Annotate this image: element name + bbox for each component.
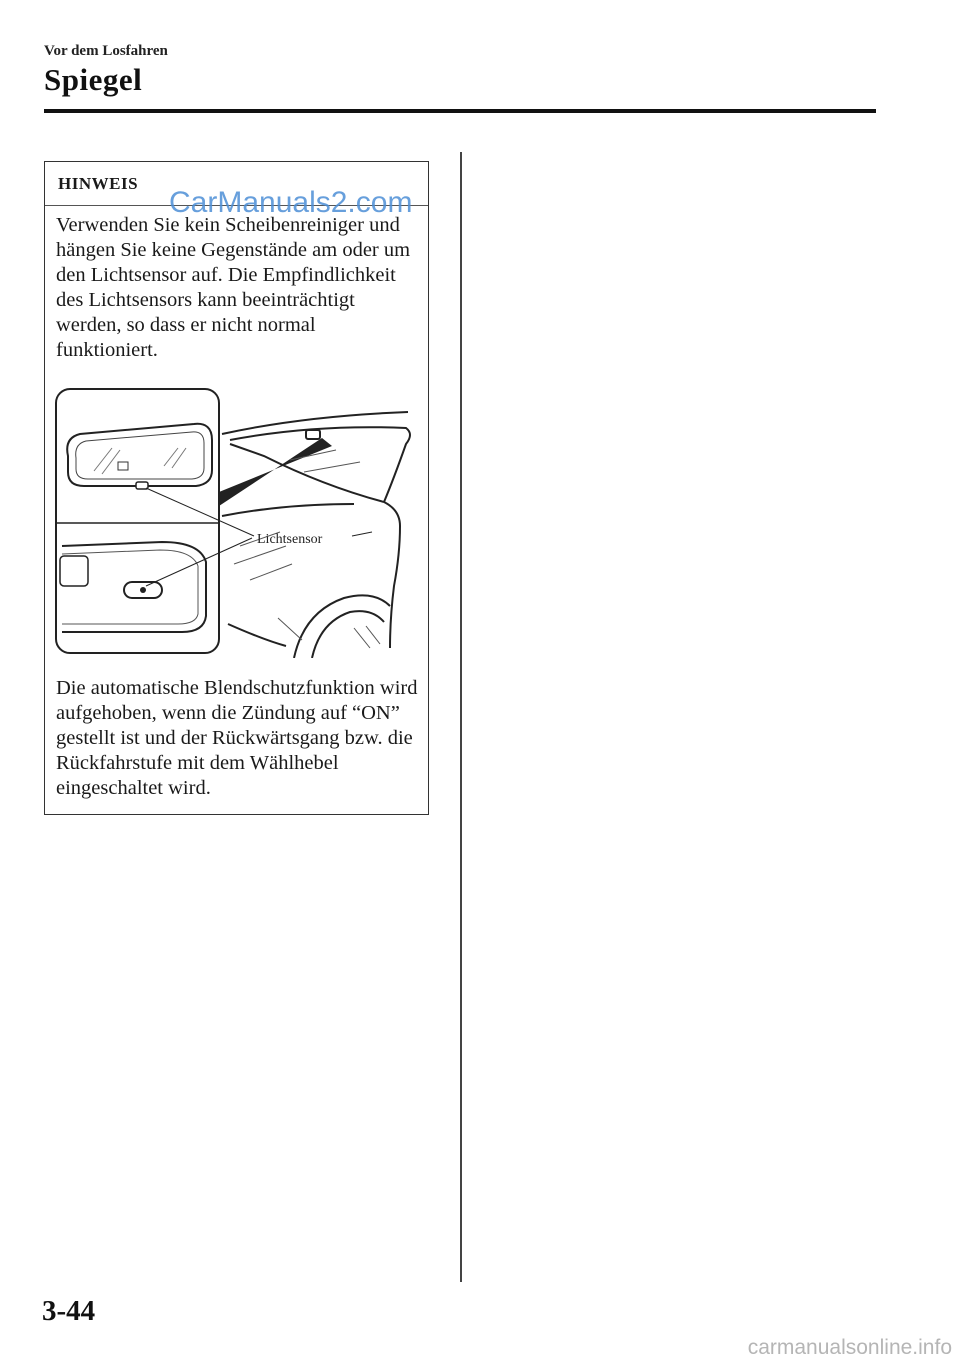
page-number: 3-44 (42, 1295, 96, 1327)
mirror-front-view (67, 424, 212, 489)
title-rule (44, 109, 876, 113)
watermark-logo[interactable]: CarManuals2.com (169, 186, 413, 219)
footer-site-logo[interactable]: carmanualsonline.info (747, 1336, 952, 1359)
column-rule (460, 152, 462, 1282)
page-title: Spiegel (44, 62, 143, 97)
note-paragraph-1: Verwenden Sie kein Scheibenreiniger und hängen Sie keine Gegenstände am oder um den Lichtsensor auf. Die Empfindlichkeit des Lichtsensors kann beeinträchtigt werden, so dass er nicht normal funktioniert. (56, 214, 411, 361)
figure-label-lichtsensor: Lichtsensor (257, 532, 323, 547)
note-paragraph-2: Die automatische Blendschutzfunktion wird aufgehoben, wenn die Zündung auf “ON” gestellt ist und der Rückwärtsgang bzw. die Rückfahrstufe mit dem Wählhebel eingeschaltet wird. (56, 677, 418, 799)
section-label: Vor dem Losfahren (44, 43, 168, 59)
note-heading: HINWEIS (58, 174, 139, 193)
leader-line-right (352, 532, 372, 536)
light-sensor-illustration (54, 386, 414, 658)
